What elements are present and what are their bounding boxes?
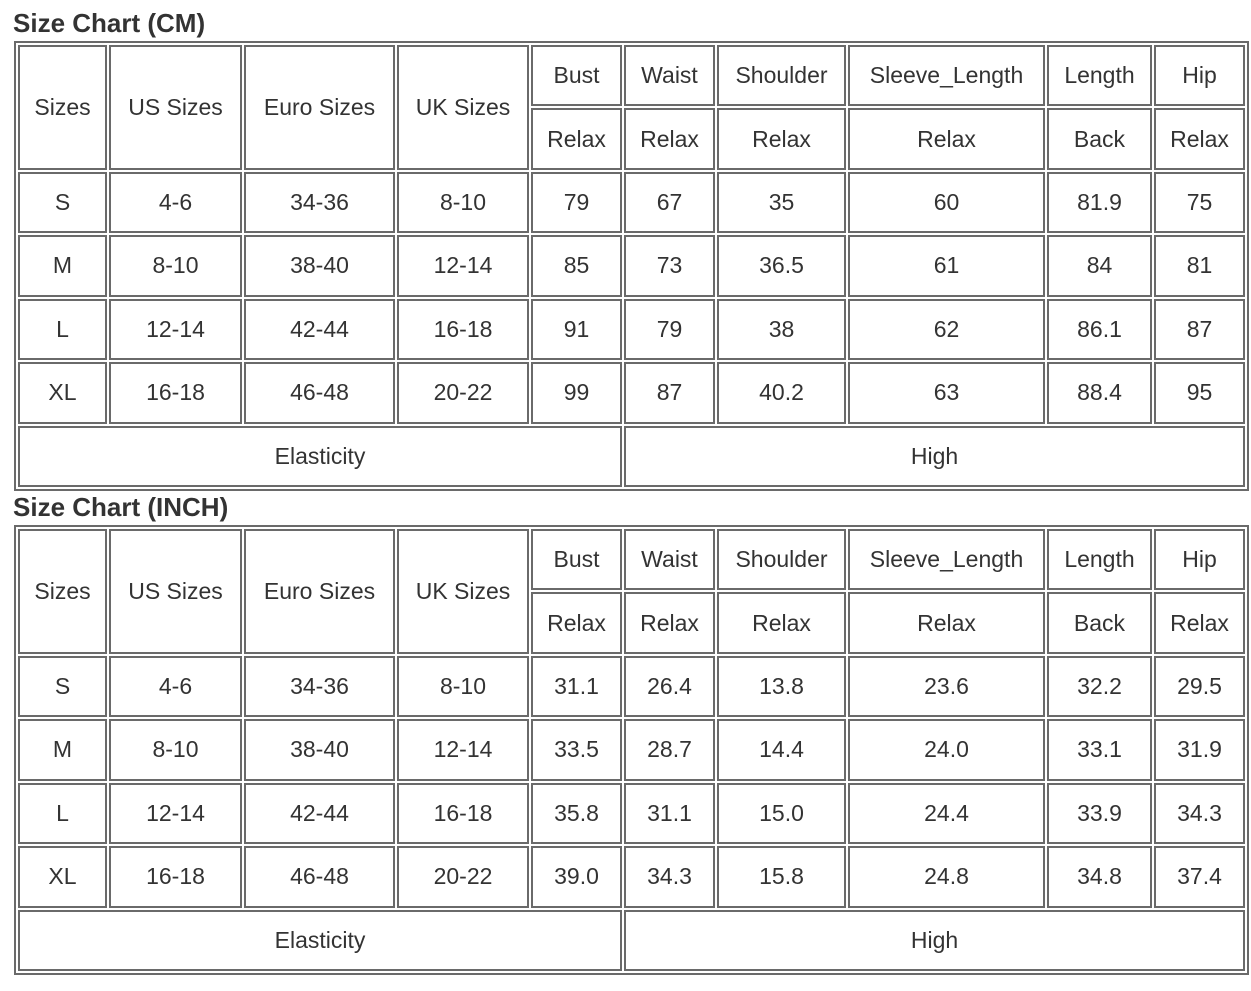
footer-row xyxy=(18,426,1245,487)
measure-header-cell: Length xyxy=(1047,45,1152,106)
measure-header-cell: Sleeve_Length xyxy=(848,529,1045,590)
table-cell: 46-48 xyxy=(244,362,395,423)
table-cell: 34.3 xyxy=(1154,783,1245,844)
table-cell: 34-36 xyxy=(244,172,395,233)
table-cell: 29.5 xyxy=(1154,656,1245,717)
footer-row xyxy=(18,910,1245,971)
table-cell: 60 xyxy=(848,172,1045,233)
table-cell: 35 xyxy=(717,172,846,233)
measure-header-cell: Shoulder xyxy=(717,45,846,106)
table-cell: 81.9 xyxy=(1047,172,1152,233)
table-cell: 38 xyxy=(717,299,846,360)
table-cell: 91 xyxy=(531,299,622,360)
table-cell: 20-22 xyxy=(397,362,529,423)
table-cell: 34.3 xyxy=(624,846,715,907)
table-cell: 79 xyxy=(531,172,622,233)
table-cell: 33.1 xyxy=(1047,719,1152,780)
table-cell: 32.2 xyxy=(1047,656,1152,717)
size-chart-cm-table xyxy=(14,41,1249,491)
table-cell: 35.8 xyxy=(531,783,622,844)
table-cell: 4-6 xyxy=(109,656,242,717)
measure-subheader-cell: Relax xyxy=(717,592,846,653)
table-row xyxy=(18,846,1245,907)
elasticity-value: High xyxy=(624,910,1245,971)
table-cell: 24.8 xyxy=(848,846,1045,907)
header-cell: US Sizes xyxy=(109,529,242,654)
header-cell: Euro Sizes xyxy=(244,45,395,170)
table-cell: 63 xyxy=(848,362,1045,423)
table-cell: 79 xyxy=(624,299,715,360)
table-cell: L xyxy=(18,783,107,844)
table-row xyxy=(18,172,1245,233)
header-cell: UK Sizes xyxy=(397,529,529,654)
table-cell: 15.0 xyxy=(717,783,846,844)
table-cell: 12-14 xyxy=(109,299,242,360)
table-cell: 84 xyxy=(1047,235,1152,296)
table-cell: 20-22 xyxy=(397,846,529,907)
measure-subheader-cell: Relax xyxy=(848,592,1045,653)
table-cell: S xyxy=(18,656,107,717)
table-row xyxy=(18,719,1245,780)
measure-subheader-cell: Relax xyxy=(531,108,622,169)
table-cell: 99 xyxy=(531,362,622,423)
table-cell: 62 xyxy=(848,299,1045,360)
table-row xyxy=(18,235,1245,296)
table-cell: 86.1 xyxy=(1047,299,1152,360)
table-cell: 16-18 xyxy=(109,846,242,907)
table-cell: 16-18 xyxy=(397,783,529,844)
table-cell: 87 xyxy=(1154,299,1245,360)
table-cell: XL xyxy=(18,846,107,907)
table-cell: XL xyxy=(18,362,107,423)
measure-subheader-cell: Relax xyxy=(624,592,715,653)
table-row xyxy=(18,783,1245,844)
table-cell: 87 xyxy=(624,362,715,423)
table-cell: 12-14 xyxy=(109,783,242,844)
table-row xyxy=(18,656,1245,717)
table-cell: 85 xyxy=(531,235,622,296)
header-row xyxy=(18,529,1245,590)
table-cell: S xyxy=(18,172,107,233)
table-cell: 38-40 xyxy=(244,235,395,296)
table-cell: 46-48 xyxy=(244,846,395,907)
table-cell: 31.1 xyxy=(531,656,622,717)
table-cell: 33.5 xyxy=(531,719,622,780)
table-cell: 14.4 xyxy=(717,719,846,780)
table-cell: 8-10 xyxy=(397,656,529,717)
table-cell: 38-40 xyxy=(244,719,395,780)
table-cell: 34-36 xyxy=(244,656,395,717)
table-cell: 26.4 xyxy=(624,656,715,717)
table-cell: 28.7 xyxy=(624,719,715,780)
header-cell: US Sizes xyxy=(109,45,242,170)
measure-header-cell: Length xyxy=(1047,529,1152,590)
table-cell: 42-44 xyxy=(244,299,395,360)
measure-header-cell: Bust xyxy=(531,529,622,590)
table-cell: 81 xyxy=(1154,235,1245,296)
table-cell: 75 xyxy=(1154,172,1245,233)
measure-header-cell: Hip xyxy=(1154,45,1245,106)
measure-subheader-cell: Relax xyxy=(717,108,846,169)
measure-subheader-cell: Relax xyxy=(1154,108,1245,169)
table-cell: 31.9 xyxy=(1154,719,1245,780)
measure-subheader-cell: Back xyxy=(1047,592,1152,653)
table-cell: 42-44 xyxy=(244,783,395,844)
table-cell: 67 xyxy=(624,172,715,233)
measure-subheader-cell: Back xyxy=(1047,108,1152,169)
measure-subheader-cell: Relax xyxy=(531,592,622,653)
size-chart-cm-title: Size Chart (CM) xyxy=(13,8,206,38)
table-cell: 24.4 xyxy=(848,783,1045,844)
measure-header-cell: Waist xyxy=(624,529,715,590)
table-cell: 36.5 xyxy=(717,235,846,296)
table-cell: 95 xyxy=(1154,362,1245,423)
elasticity-label: Elasticity xyxy=(18,910,622,971)
table-cell: 34.8 xyxy=(1047,846,1152,907)
measure-subheader-cell: Relax xyxy=(624,108,715,169)
table-cell: 15.8 xyxy=(717,846,846,907)
table-cell: 61 xyxy=(848,235,1045,296)
measure-subheader-cell: Relax xyxy=(848,108,1045,169)
table-cell: 8-10 xyxy=(397,172,529,233)
table-cell: 88.4 xyxy=(1047,362,1152,423)
header-cell: Euro Sizes xyxy=(244,529,395,654)
table-cell: 40.2 xyxy=(717,362,846,423)
header-cell: Sizes xyxy=(18,529,107,654)
measure-header-cell: Bust xyxy=(531,45,622,106)
measure-header-cell: Sleeve_Length xyxy=(848,45,1045,106)
table-cell: M xyxy=(18,719,107,780)
header-row xyxy=(18,45,1245,106)
measure-header-cell: Shoulder xyxy=(717,529,846,590)
table-cell: 33.9 xyxy=(1047,783,1152,844)
table-cell: L xyxy=(18,299,107,360)
table-cell: 12-14 xyxy=(397,235,529,296)
table-row xyxy=(18,362,1245,423)
measure-header-cell: Hip xyxy=(1154,529,1245,590)
table-cell: 24.0 xyxy=(848,719,1045,780)
header-cell: UK Sizes xyxy=(397,45,529,170)
table-cell: 8-10 xyxy=(109,235,242,296)
size-chart-inch-title: Size Chart (INCH) xyxy=(13,492,229,522)
measure-header-cell: Waist xyxy=(624,45,715,106)
table-cell: 13.8 xyxy=(717,656,846,717)
table-cell: 39.0 xyxy=(531,846,622,907)
table-cell: 12-14 xyxy=(397,719,529,780)
elasticity-value: High xyxy=(624,426,1245,487)
table-cell: 73 xyxy=(624,235,715,296)
table-cell: M xyxy=(18,235,107,296)
elasticity-label: Elasticity xyxy=(18,426,622,487)
table-cell: 37.4 xyxy=(1154,846,1245,907)
measure-subheader-cell: Relax xyxy=(1154,592,1245,653)
header-cell: Sizes xyxy=(18,45,107,170)
table-cell: 31.1 xyxy=(624,783,715,844)
table-cell: 4-6 xyxy=(109,172,242,233)
table-cell: 8-10 xyxy=(109,719,242,780)
size-chart-inch-table xyxy=(14,525,1249,975)
table-cell: 23.6 xyxy=(848,656,1045,717)
table-cell: 16-18 xyxy=(397,299,529,360)
table-row xyxy=(18,299,1245,360)
table-cell: 16-18 xyxy=(109,362,242,423)
